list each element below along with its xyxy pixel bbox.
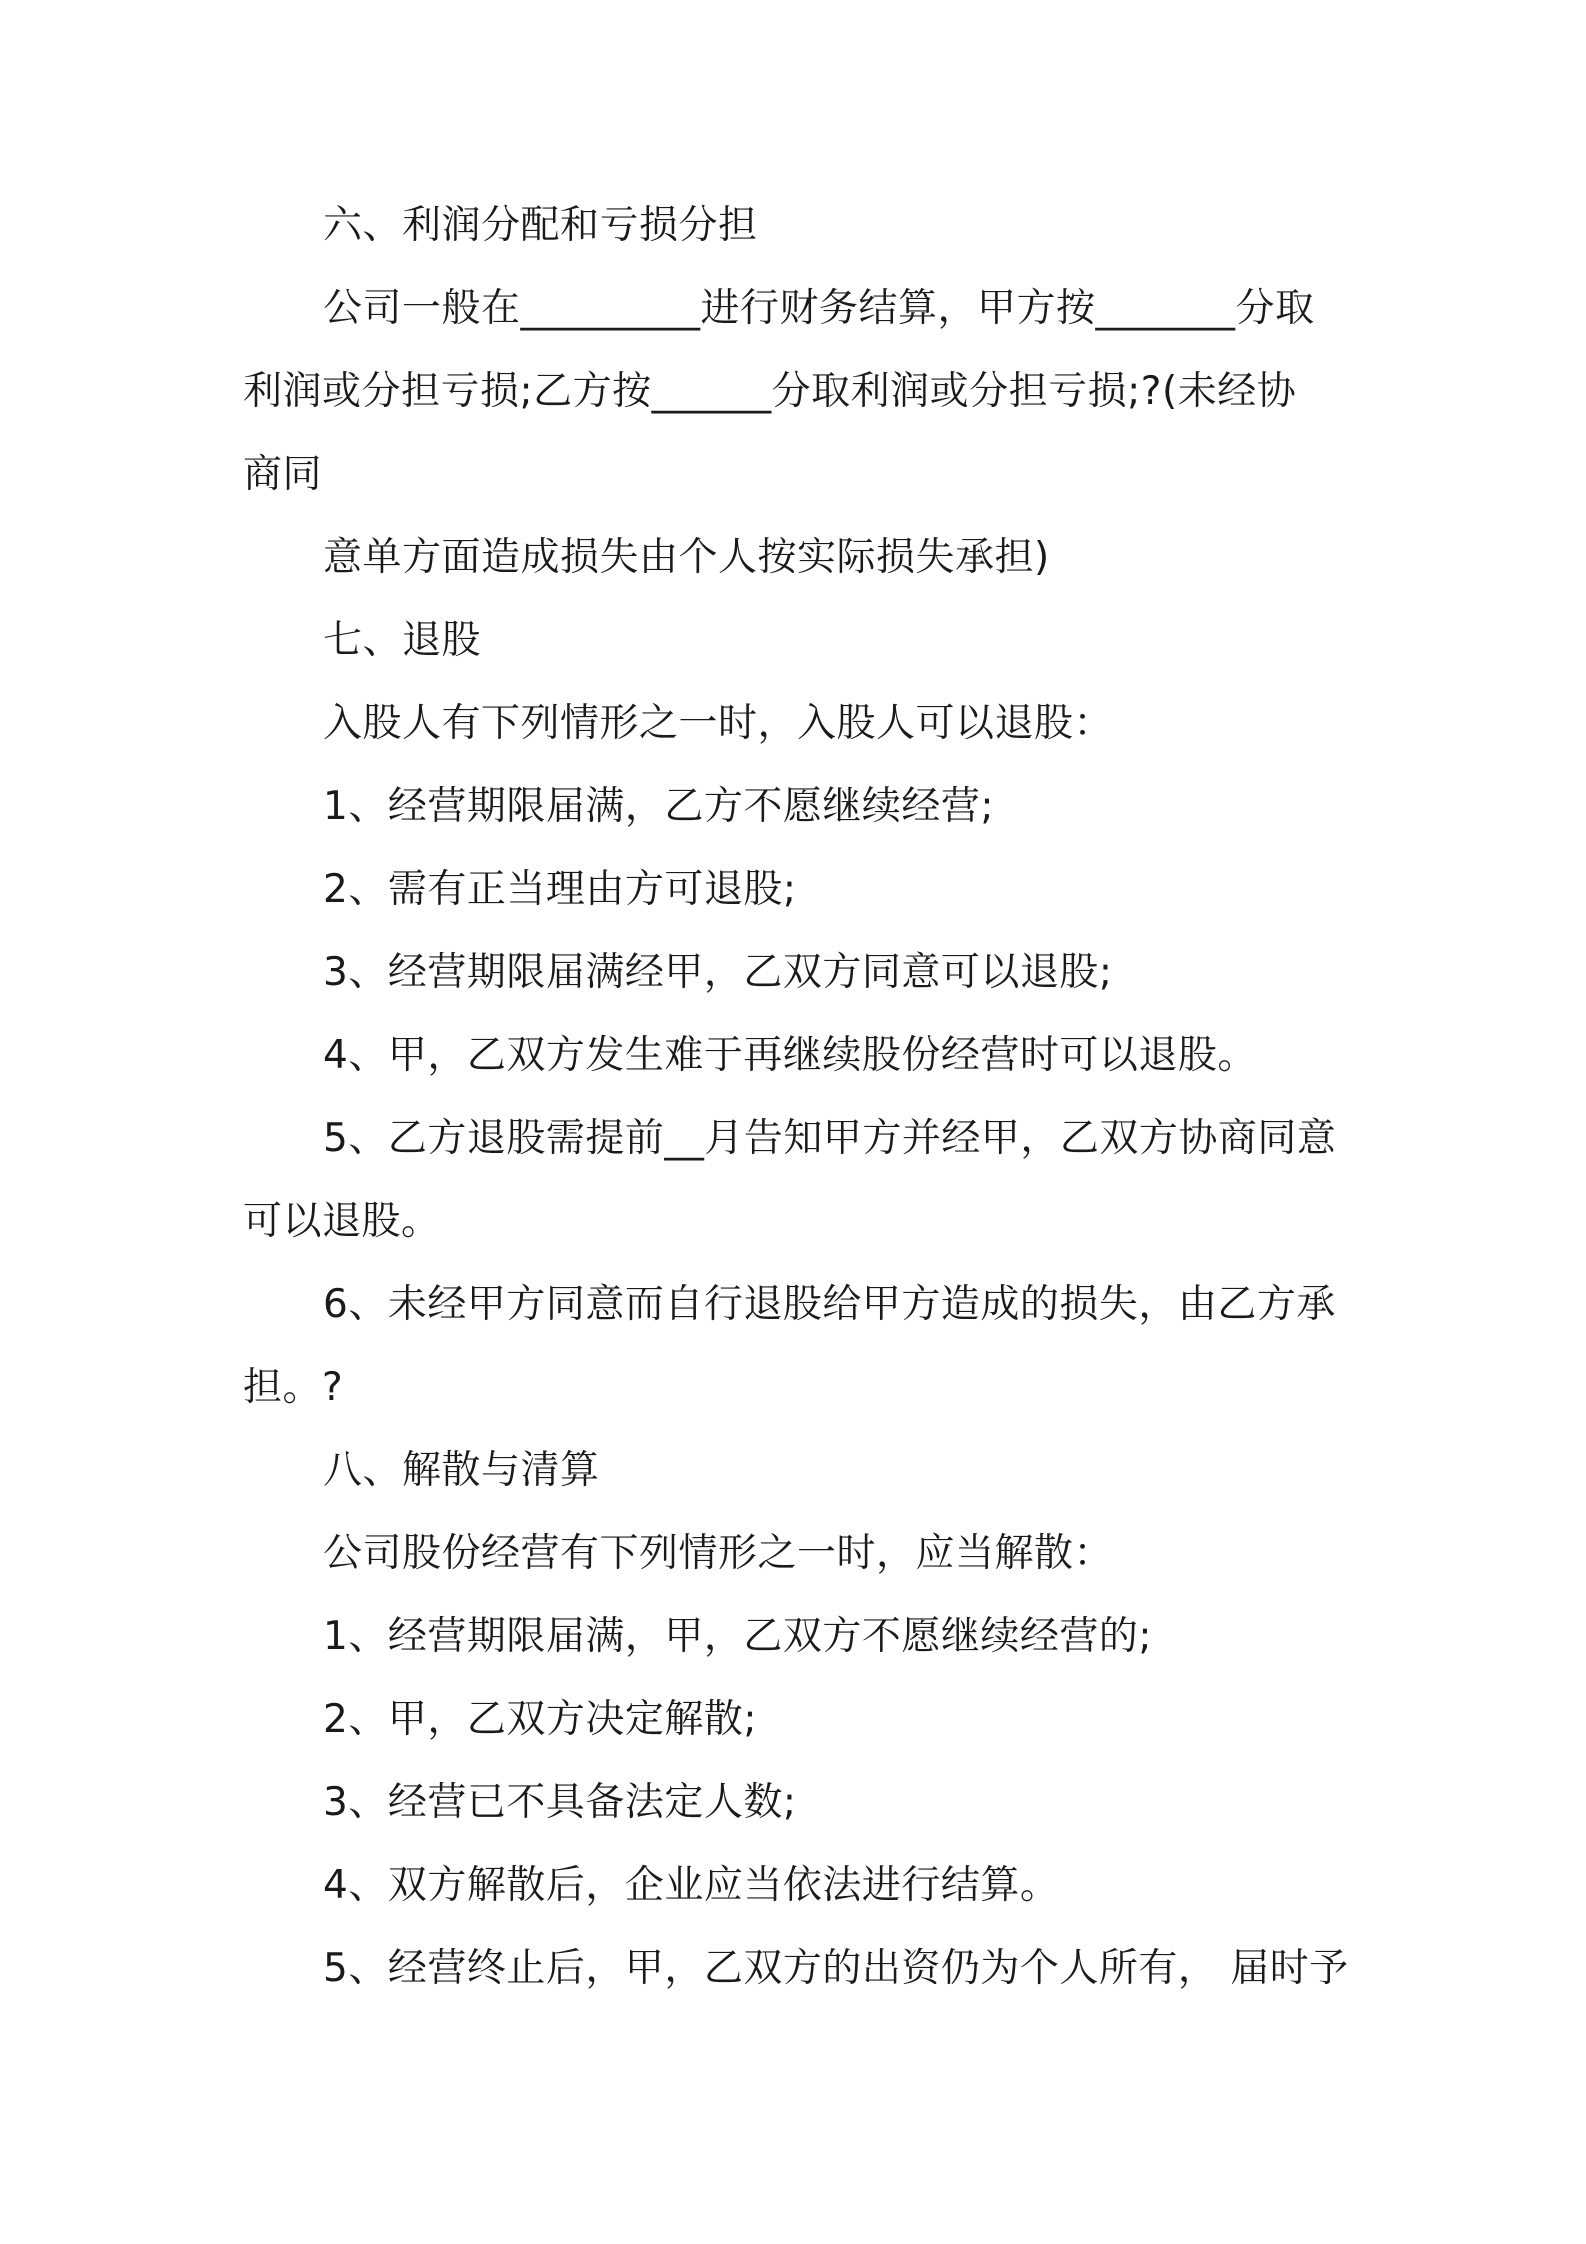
list-item: 3、经营已不具备法定人数; — [323, 1780, 797, 1825]
paragraph-line: 意单方面造成损失由个人按实际损失承担) — [323, 535, 1050, 580]
paragraph-line: 商同 — [243, 452, 323, 497]
list-item: 1、经营期限届满，甲，乙双方不愿继续经营的; — [323, 1614, 1152, 1659]
paragraph-line: 公司一般在_________进行财务结算，甲方按_______分取 — [323, 286, 1315, 331]
list-item: 5、经营终止后，甲，乙双方的出资仍为个人所有， 届时予 — [323, 1946, 1349, 1991]
paragraph-line: 利润或分担亏损;乙方按______分取利润或分担亏损;?(未经协 — [243, 369, 1297, 414]
paragraph-line: 入股人有下列情形之一时，入股人可以退股： — [323, 701, 1114, 746]
list-item: 4、双方解散后，企业应当依法进行结算。 — [323, 1863, 1060, 1908]
list-item: 2、需有正当理由方可退股; — [323, 867, 797, 912]
list-item: 1、经营期限届满，乙方不愿继续经营; — [323, 784, 994, 829]
list-item: 3、经营期限届满经甲，乙双方同意可以退股; — [323, 950, 1113, 995]
list-item: 4、甲，乙双方发生难于再继续股份经营时可以退股。 — [323, 1033, 1257, 1078]
section-heading-dissolution: 八、解散与清算 — [323, 1448, 600, 1493]
section-heading-withdrawal: 七、退股 — [323, 618, 482, 663]
list-item: 6、未经甲方同意而自行退股给甲方造成的损失，由乙方承 — [323, 1282, 1336, 1327]
list-item: 2、甲，乙双方决定解散; — [323, 1697, 757, 1742]
list-item-continuation: 可以退股。 — [243, 1199, 441, 1244]
list-item: 5、乙方退股需提前__月告知甲方并经甲，乙双方协商同意 — [323, 1116, 1337, 1161]
section-heading-profit-distribution: 六、利润分配和亏损分担 — [323, 203, 758, 248]
paragraph-line: 公司股份经营有下列情形之一时，应当解散： — [323, 1531, 1114, 1576]
list-item-continuation: 担。? — [243, 1365, 344, 1410]
